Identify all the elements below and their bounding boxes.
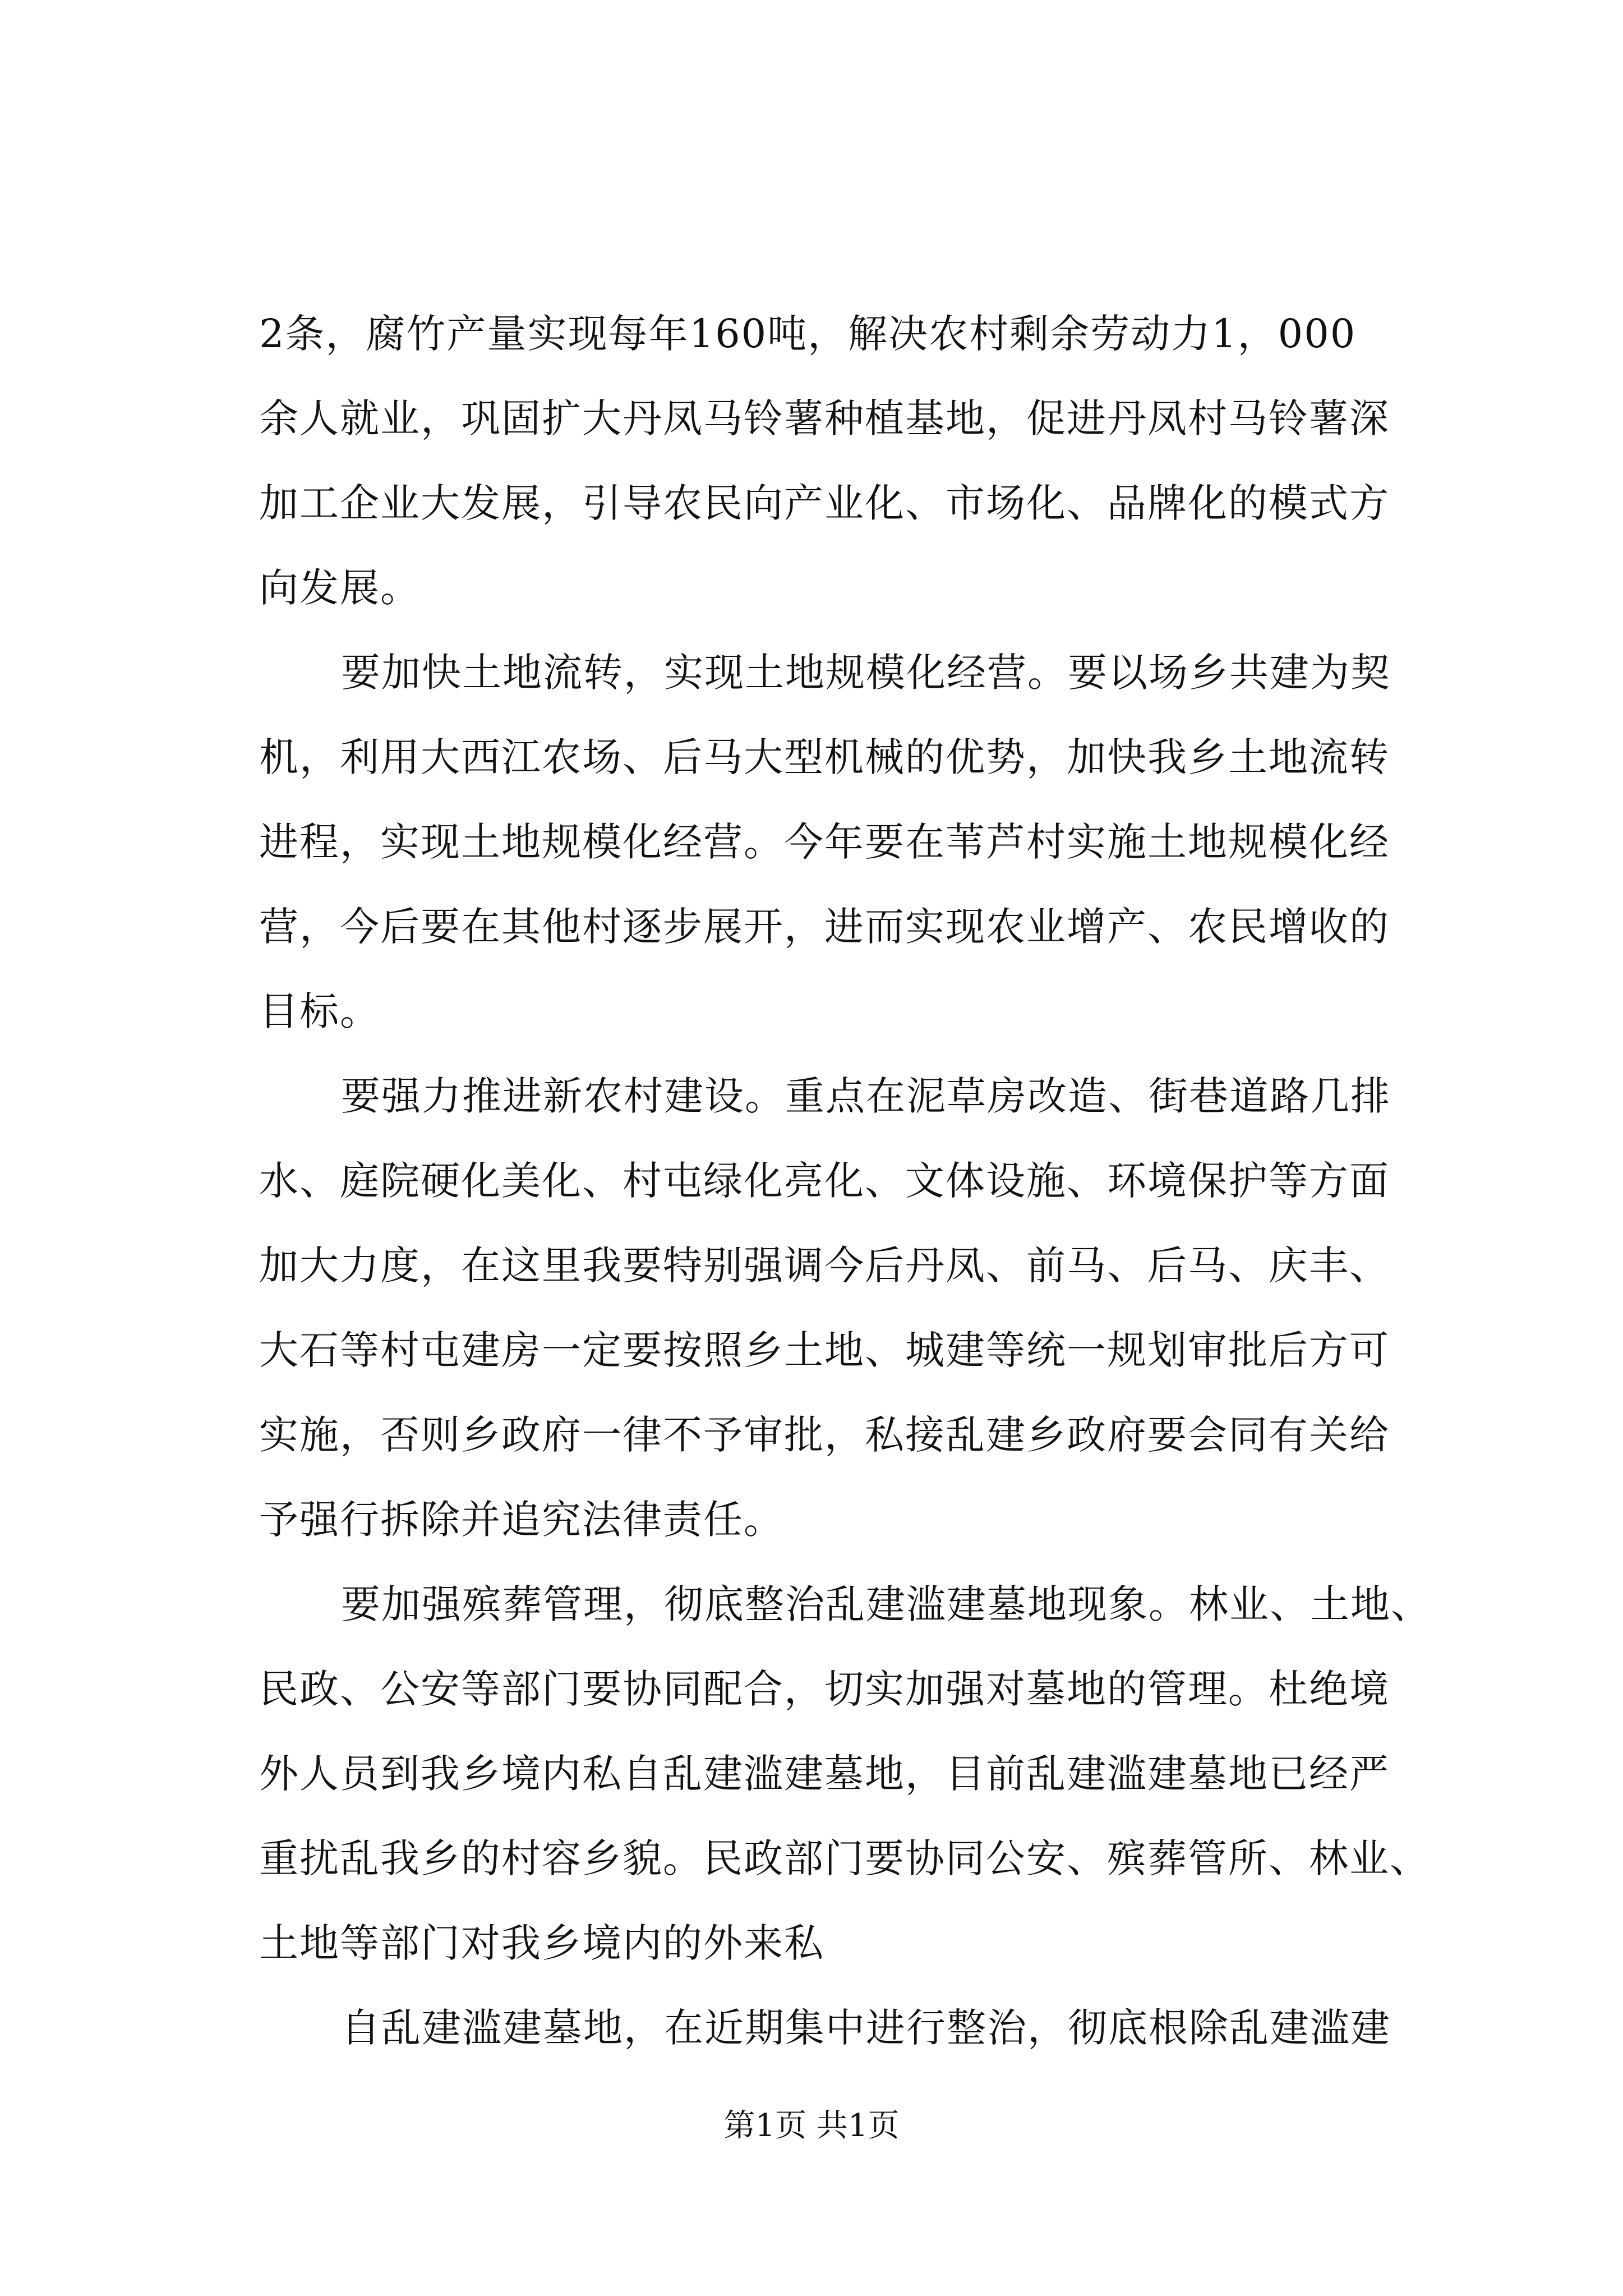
text-line: 机，利用大西江农场、后马大型机械的优势，加快我乡土地流转: [259, 734, 1390, 780]
text-line: 营，今后要在其他村逐步展开，进而实现农业增产、农民增收的: [259, 904, 1390, 950]
text-line: 2条，腐竹产量实现每年160吨，解决农村剩余劳动力1，000: [259, 311, 1357, 357]
text-line: 水、庭院硬化美化、村屯绿化亮化、文体设施、环境保护等方面: [259, 1158, 1390, 1204]
paragraph-first-line: 要加快土地流转，实现土地规模化经营。要以场乡共建为契: [341, 650, 1391, 696]
text-line: 外人员到我乡境内私自乱建滥建墓地，目前乱建滥建墓地已经严: [259, 1751, 1390, 1797]
page-footer: 第1页 共1页: [723, 2108, 900, 2144]
text-line: 重扰乱我乡的村容乡貌。民政部门要协同公安、殡葬管所、林业、: [259, 1835, 1430, 1881]
text-line: 民政、公安等部门要协同配合，切实加强对墓地的管理。杜绝境: [259, 1666, 1390, 1712]
text-line: 向发展。: [259, 565, 421, 611]
text-line: 加工企业大发展，引导农民向产业化、市场化、品牌化的模式方: [259, 480, 1390, 526]
text-line: 余人就业，巩固扩大丹凤马铃薯种植基地，促进丹凤村马铃薯深: [259, 395, 1390, 441]
document-body: [259, 292, 1431, 2070]
text-line: 大石等村屯建房一定要按照乡土地、城建等统一规划审批后方可: [259, 1327, 1390, 1373]
paragraph-first-line: 自乱建滥建墓地，在近期集中进行整治，彻底根除乱建滥建: [341, 2005, 1391, 2051]
text-line: 土地等部门对我乡境内的外来私: [259, 1920, 824, 1966]
text-line: 进程，实现土地规模化经营。今年要在苇芦村实施土地规模化经: [259, 819, 1390, 865]
text-line: 实施，否则乡政府一律不予审批，私接乱建乡政府要会同有关给: [259, 1412, 1390, 1458]
paragraph-first-line: 要加强殡葬管理，彻底整治乱建滥建墓地现象。林业、土地、: [341, 1581, 1431, 1627]
text-line: 加大力度，在这里我要特别强调今后丹凤、前马、后马、庆丰、: [259, 1243, 1390, 1289]
text-line: 目标。: [259, 988, 380, 1034]
text-line: 予强行拆除并追究法律责任。: [259, 1497, 784, 1543]
paragraph-first-line: 要强力推进新农村建设。重点在泥草房改造、街巷道路几排: [341, 1073, 1391, 1119]
